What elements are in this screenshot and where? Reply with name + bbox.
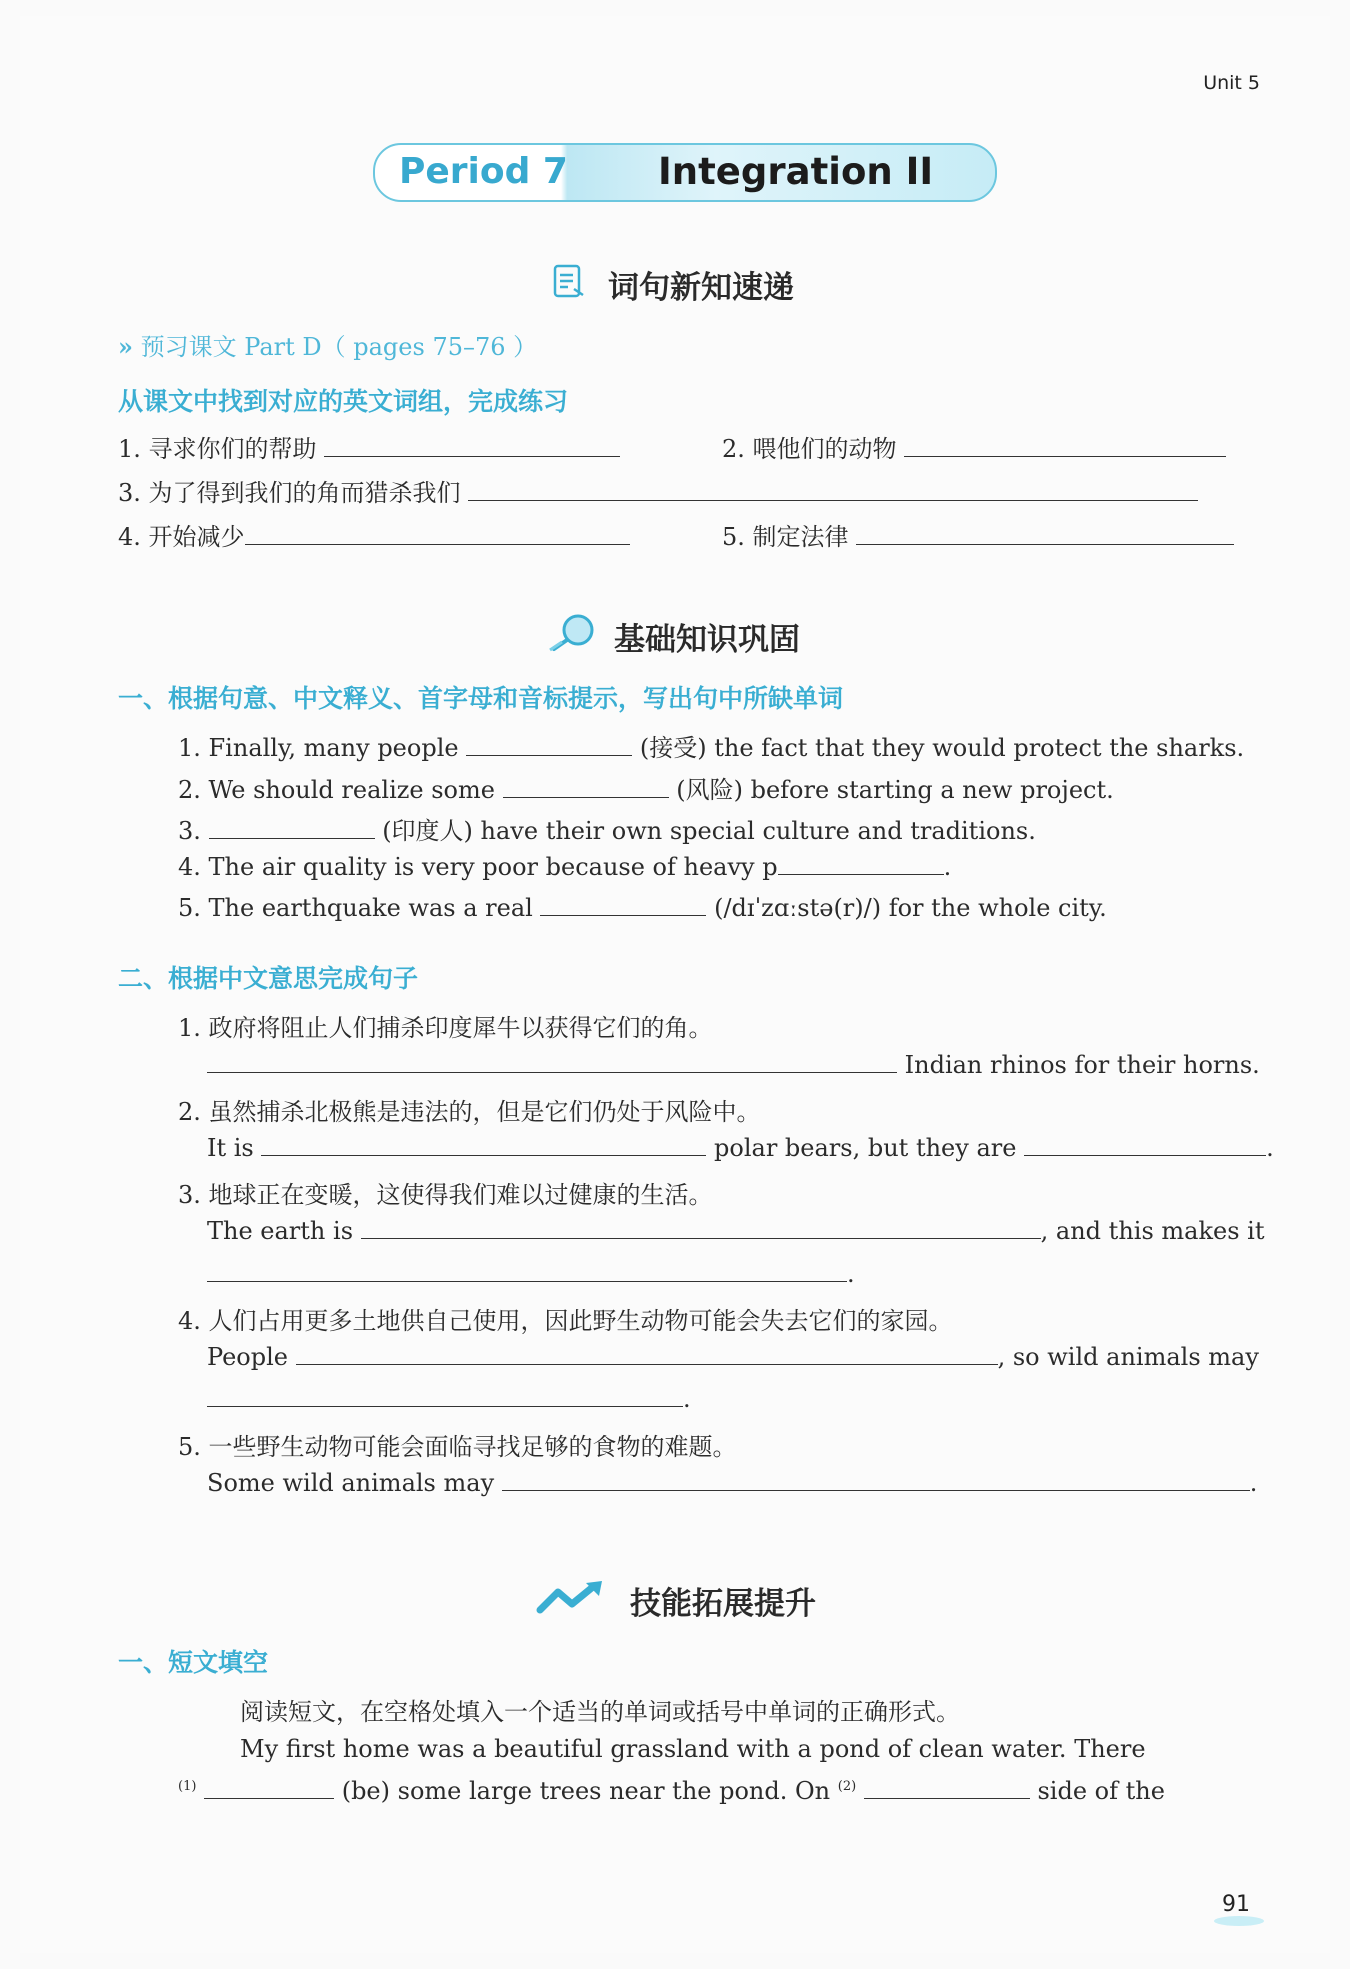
translation-cn: 4. 人们占用更多土地供自己使用，因此野生动物可能会失去它们的家园。 [178, 1307, 953, 1335]
passage-line: My first home was a beautiful grassland with a pond of clean water. There [240, 1735, 1146, 1763]
exercise-item: 5. The earthquake was a real (/dɪˈzɑːstə(r)/) for the whole city. [178, 894, 1107, 922]
section-title-skills: 技能拓展提升 [630, 1586, 816, 1622]
vocab-item: 1. 寻求你们的帮助 [118, 429, 620, 464]
exercise-item: 2. We should realize some (风险) before starting a new project. [178, 776, 1114, 804]
period-number: Period 7 [399, 151, 568, 192]
preview-line [118, 327, 537, 362]
translation-en: Some wild animals may . [207, 1469, 1258, 1497]
period-title: Integration II [658, 150, 934, 193]
translation-en: . [207, 1385, 691, 1413]
translation-cn: 2. 虽然捕杀北极熊是违法的，但是它们仍处于风险中。 [178, 1098, 761, 1126]
translation-en: People , so wild animals may [207, 1343, 1259, 1371]
page-number: 91 [1222, 1892, 1250, 1917]
translation-en: It is polar bears, but they are . [207, 1134, 1274, 1162]
translation-cn: 1. 政府将阻止人们捕杀印度犀牛以获得它们的角。 [178, 1014, 713, 1042]
vocab-item: 5. 制定法律 [722, 517, 1234, 552]
vocab-instruction: 从课文中找到对应的英文词组，完成练习 [118, 387, 569, 416]
unit-label: Unit 5 [1203, 72, 1260, 94]
vocab-item: 3. 为了得到我们的角而猎杀我们 [118, 473, 1198, 508]
exercise-item: 3. (印度人) have their own special culture and traditions. [178, 817, 1036, 845]
vocab-item: 4. 开始减少 [118, 517, 630, 552]
translation-en: . [207, 1260, 855, 1288]
notebook-icon [552, 263, 586, 299]
preview-text: 预习课文 Part D（ pages 75–76 ） [140, 333, 538, 361]
part2-heading: 二、根据中文意思完成句子 [118, 964, 419, 993]
section-title-basics: 基础知识巩固 [614, 622, 800, 658]
passage-line: $^{(1)}$ (be) some large trees near the pond. On $^{(2)}$ side of the [178, 1777, 1165, 1805]
magnifier-icon [548, 612, 600, 652]
translation-en: Indian rhinos for their horns. [207, 1051, 1260, 1079]
part3-heading: 一、短文填空 [118, 1648, 269, 1677]
exercise-item: 4. The air quality is very poor because of heavy p . [178, 853, 952, 881]
double-chevron-icon: » [118, 332, 133, 361]
vocab-item: 2. 喂他们的动物 [722, 429, 1226, 464]
passage-instruction: 阅读短文，在空格处填入一个适当的单词或括号中单词的正确形式。 [240, 1698, 960, 1726]
page-number-underline [1214, 1916, 1264, 1926]
translation-cn: 5. 一些野生动物可能会面临寻找足够的食物的难题。 [178, 1433, 737, 1461]
translation-en: The earth is , and this makes it [207, 1217, 1265, 1245]
exercise-item: 1. Finally, many people (接受) the fact that they would protect the sharks. [178, 734, 1245, 762]
section-title-vocab: 词句新知速递 [608, 270, 794, 306]
translation-cn: 3. 地球正在变暖，这使得我们难以过健康的生活。 [178, 1181, 713, 1209]
trend-up-icon [536, 1580, 608, 1614]
part1-heading: 一、根据句意、中文释义、首字母和音标提示，写出句中所缺单词 [118, 684, 844, 713]
period-banner [373, 143, 997, 202]
